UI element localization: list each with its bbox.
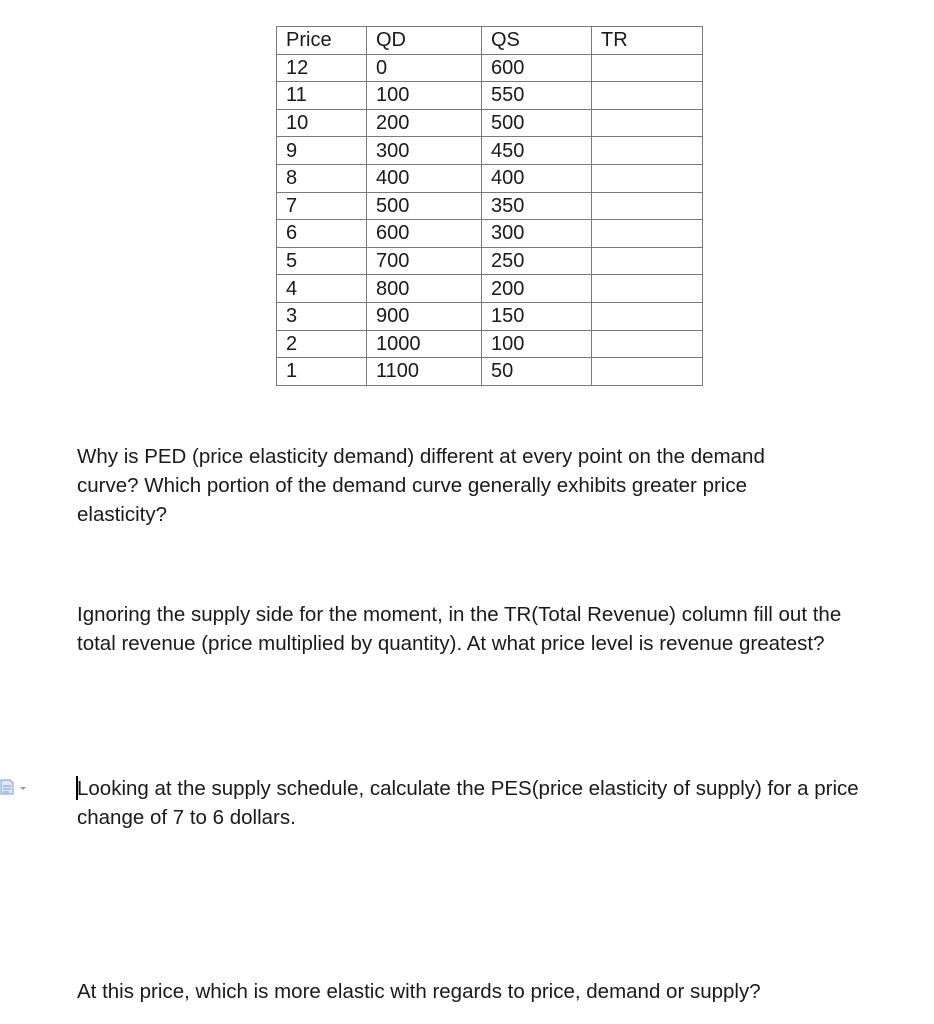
cell-qs[interactable]: 450	[482, 137, 592, 165]
cell-qs[interactable]: 200	[482, 275, 592, 303]
table-row	[277, 82, 703, 110]
table-row	[277, 54, 703, 82]
cell-price[interactable]: 9	[277, 137, 367, 165]
table-row	[277, 109, 703, 137]
table-row	[277, 220, 703, 248]
cell-qd[interactable]: 1000	[367, 330, 482, 358]
cell-tr[interactable]	[592, 358, 703, 386]
cell-qd[interactable]: 300	[367, 137, 482, 165]
header-tr[interactable]: TR	[592, 27, 703, 55]
header-qs[interactable]: QS	[482, 27, 592, 55]
cell-price[interactable]: 4	[277, 275, 367, 303]
cell-qd[interactable]: 500	[367, 192, 482, 220]
cell-qd[interactable]: 0	[367, 54, 482, 82]
cell-tr[interactable]	[592, 137, 703, 165]
question-pes[interactable]: Looking at the supply schedule, calculate the PES(price elasticity of supply) for a price change of 7 to 6 dollars.	[77, 777, 859, 829]
question-ped[interactable]: Why is PED (price elasticity demand) different at every point on the demand curve? Which portion of the demand curve generally exhibits greater price elasticity?	[77, 445, 765, 526]
cell-tr[interactable]	[592, 109, 703, 137]
cell-price[interactable]: 12	[277, 54, 367, 82]
cell-qs[interactable]: 600	[482, 54, 592, 82]
cell-price[interactable]: 7	[277, 192, 367, 220]
cell-price[interactable]: 10	[277, 109, 367, 137]
cell-qd[interactable]: 100	[367, 82, 482, 110]
cell-qs[interactable]: 400	[482, 164, 592, 192]
cell-price[interactable]: 11	[277, 82, 367, 110]
question-total-revenue[interactable]: Ignoring the supply side for the moment, in the TR(Total Revenue) column fill out the total revenue (price multiplied by quantity). At what price level is revenue greatest?	[77, 603, 842, 655]
cell-price[interactable]: 8	[277, 164, 367, 192]
cell-qs[interactable]: 50	[482, 358, 592, 386]
cell-qs[interactable]: 550	[482, 82, 592, 110]
cell-price[interactable]: 1	[277, 358, 367, 386]
cell-tr[interactable]	[592, 330, 703, 358]
cell-tr[interactable]	[592, 82, 703, 110]
table-header-row	[277, 27, 703, 55]
table-row	[277, 192, 703, 220]
cell-price[interactable]: 3	[277, 302, 367, 330]
cell-tr[interactable]	[592, 275, 703, 303]
cell-qs[interactable]: 150	[482, 302, 592, 330]
paragraph-style-icon[interactable]	[0, 778, 30, 798]
supply-demand-table[interactable]	[276, 26, 703, 386]
table-row	[277, 302, 703, 330]
table-row	[277, 275, 703, 303]
cell-price[interactable]: 6	[277, 220, 367, 248]
cell-qs[interactable]: 350	[482, 192, 592, 220]
cell-tr[interactable]	[592, 164, 703, 192]
header-qd[interactable]: QD	[367, 27, 482, 55]
table-row	[277, 247, 703, 275]
cell-qs[interactable]: 300	[482, 220, 592, 248]
cell-qd[interactable]: 900	[367, 302, 482, 330]
cell-tr[interactable]	[592, 247, 703, 275]
cell-qs[interactable]: 250	[482, 247, 592, 275]
cell-qd[interactable]: 800	[367, 275, 482, 303]
header-price[interactable]: Price	[277, 27, 367, 55]
cell-qd[interactable]: 200	[367, 109, 482, 137]
cell-price[interactable]: 2	[277, 330, 367, 358]
table-row	[277, 164, 703, 192]
cell-price[interactable]: 5	[277, 247, 367, 275]
cell-qd[interactable]: 400	[367, 164, 482, 192]
table-body	[277, 54, 703, 385]
table-row	[277, 137, 703, 165]
question-more-elastic[interactable]: At this price, which is more elastic with regards to price, demand or supply?	[77, 980, 761, 1003]
cell-qs[interactable]: 500	[482, 109, 592, 137]
cell-qs[interactable]: 100	[482, 330, 592, 358]
table-row	[277, 358, 703, 386]
cell-tr[interactable]	[592, 302, 703, 330]
cell-tr[interactable]	[592, 192, 703, 220]
cell-tr[interactable]	[592, 54, 703, 82]
cell-qd[interactable]: 600	[367, 220, 482, 248]
table-row	[277, 330, 703, 358]
cell-tr[interactable]	[592, 220, 703, 248]
cell-qd[interactable]: 1100	[367, 358, 482, 386]
cell-qd[interactable]: 700	[367, 247, 482, 275]
